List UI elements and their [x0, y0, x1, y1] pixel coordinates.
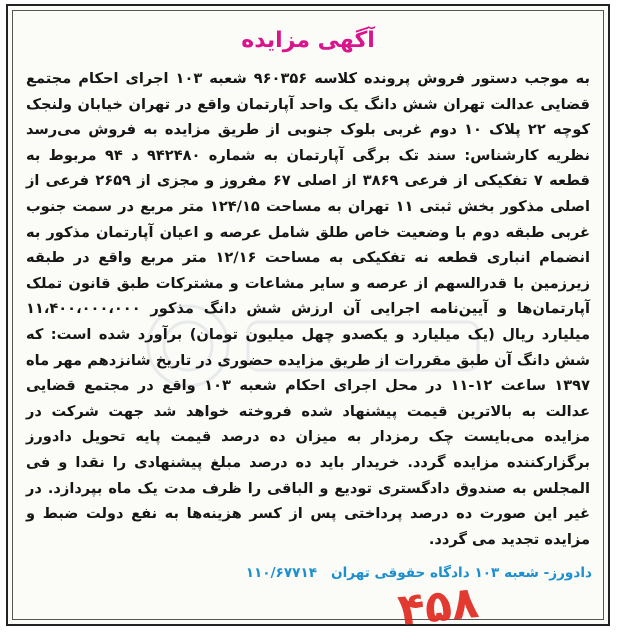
notice-frame — [6, 4, 610, 626]
notice-title: آگهی مزایده — [241, 28, 375, 53]
notice-body: به موجب دستور فروش پرونده کلاسه ۹۶۰۳۵۶ شعبه ۱۰۳ اجرای احکام مجتمع قضایی عدالت تهران شش دانگ یک واحد آپارتمان واقع در تهران خیابان ولنجک کوچه ۲۲ پلاک ۱۰ دوم غربی بلوک جنوبی از طریق مزایده به فروش می‌رسد نظریه کارشناس: سند تک برگی آپارتمان به شماره ۹۴۲۴۸۰ د ۹۴ مربوط به قطعه ۷ تفکیکی از فرعی ۳۸۶۹ از اصلی ۶۷ مفروز و مجزی از ۲۶۵۹ فرعی از اصلی مذکور بخش ثبتی ۱۱ تهران به مساحت ۱۲۴/۱۵ متر مربع در سمت جنوب غربی طبقه دوم با وضعیت خاص طلق شامل عرصه و اعیان آپارتمان مذکور به انضمام انباری قطعه نه تفکیکی به مساحت ۱۲/۱۶ متر مربع واقع در طبقه زیرزمین با قدرالسهم از عرصه و سایر مشاعات و مشترکات طبق قانون تملک آپارتمان‌ها و آیین‌نامه اجرایی آن ارزش شش دانگ مذکور ۱۱،۴۰۰،۰۰۰،۰۰۰ میلیارد ریال (یک میلیارد و یکصدو چهل میلیون تومان) برآورد شده است: که شش دانگ آن طبق مقررات از طریق مزایده حضوری در تاریخ شانزدهم مهر ماه ۱۳۹۷ ساعت ۱۲-۱۱ در محل اجرای احکام شعبه ۱۰۳ واقع در مجتمع قضایی عدالت به بالاترین قیمت پیشنهاد شده فروخته خواهد شد جهت شرکت در مزایده می‌بایست چک رمزدار به میزان ده درصد قیمت پایه تحویل دادورز برگزارکننده مزایده گردد. خریدار باید ده درصد مبلغ پیشنهادی را نقدا و فی المجلس به صندوق دادگستری تودیع و الباقی را ظرف مدت یک ماه بپردازد. در غیر این صورت ده درصد پرداختی پس از کسر هزینه‌ها به نفع دولت ضبط و مزایده تجدید می گردد. — [26, 70, 590, 548]
notice-footer — [24, 562, 592, 584]
handwritten-stamp-number: ۴۵۸ — [395, 576, 481, 637]
notice-reference-number: ۱۱۰/۶۷۷۱۴ — [245, 565, 318, 581]
notice-signature: دادورز- شعبه ۱۰۳ دادگاه حقوقی تهران — [331, 565, 592, 581]
